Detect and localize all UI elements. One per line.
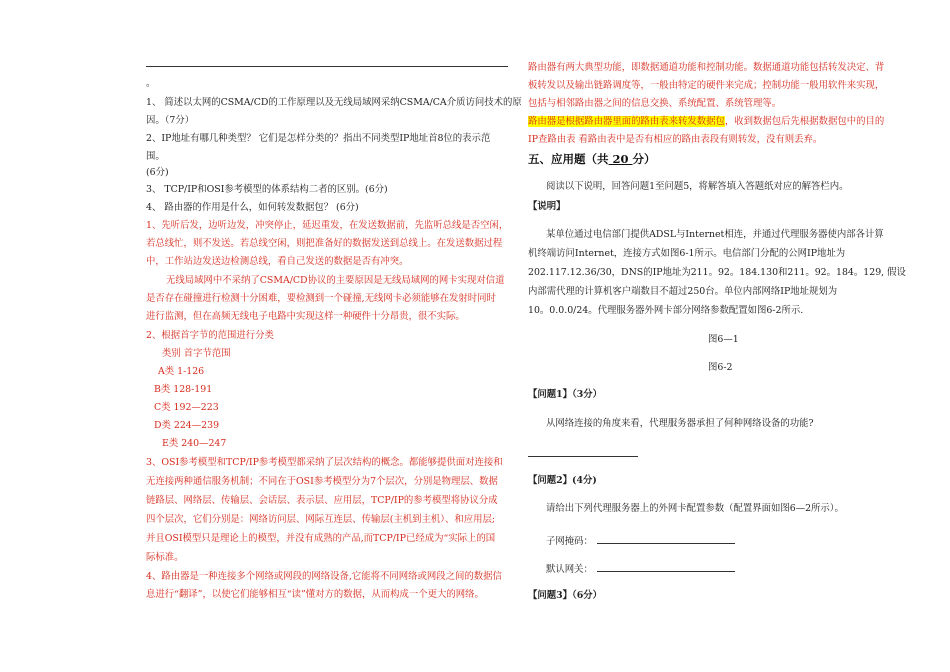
default-gateway-label: 默认网关： [546,564,593,575]
subnet-mask-blank[interactable] [597,534,735,544]
answer-3-line: 并且OSI模型只是理论上的模型，并没有成熟的产品,而TCP/IP已经成为“实际上的国 [146,533,496,544]
figure-6-1-caption: 图6—1 [708,334,739,345]
answer-1-line: 进行监测，但在高频无线电子电路中实现这样一种硬件十分昂贵，很不实际。 [146,311,465,322]
subnet-mask-label: 子网掩码： [546,536,593,547]
answer-line [146,66,508,67]
answer-2-table-header: 类别 首字节范围 [162,348,231,359]
question-2-line-1: 2、IP地址有哪几种类型？ 它们是怎样分类的？指出不同类型IP地址首8位的表示范 [146,133,491,144]
answer-1-line: 若总线忙，则不发送。若总线空闲，则把准备好的数据发送到总线上。在发送数据过程 [146,238,503,249]
explain-line: 内部需代理的计算机客户端数目不超过250台。单位内部网络IP地址规划为 [528,286,838,297]
instructions: 阅读以下说明，回答问题1至问题5，将解答填入答题纸对应的解答栏内。 [546,181,849,192]
answer-2-row: C类 192—223 [154,402,219,413]
answer-1-line: 是否存在碰撞进行检测十分困难，要检测到一个碰撞,无线网卡必须能够在发射时同时 [146,293,496,304]
answer-3-line: 际标准。 [146,552,184,563]
answer-4-line: 4、路由器是一种连接多个网络或网段的网络设备,它能将不同网络或网段之间的数据信 [146,571,502,582]
answer-3-line: 无连接两种通信服务机制；不同在于OSI参考模型分为7个层次，分别是物理层、数据 [146,476,498,487]
answer-3-line: 3、OSI参考模型和TCP/IP参考模型都采纳了层次结构的概念。都能够提供面对连接和 [146,457,503,468]
answer-3-line: 四个层次，它们分别是：网络访问层、网际互连层、传输层(主机到主机）、和应用层; [146,514,495,525]
question-2-line-3: (6分) [146,167,169,178]
answer-2-intro: 2、根据首字节的范围进行分类 [146,330,274,341]
problem-2-label: 【问题2】(4分) [528,475,597,486]
default-gateway-blank[interactable] [597,562,735,572]
problem-3-label: 【问题3】（6分） [528,590,602,601]
answer-4-continued: 路由器有两大典型功能，即数据通道功能和控制功能。数据通道功能包括转发决定、背 [528,62,885,73]
explain-label: 【说明】 [528,201,566,212]
answer-1-line: 1、先听后发，边听边发，冲突停止，延迟重发，在发送数据前，先监听总线是否空闲， [146,220,509,231]
explain-line: 机终端访问Internet，连接方式如图6-1所示。电信部门分配的公网IP地址为 [528,248,846,259]
subnet-mask-row [546,534,735,548]
problem-1-answer-line [528,456,638,457]
answer-4-continued: 板转发以及输出链路调度等，一般由特定的硬件来完成；控制功能一般用软件来实现， [528,80,885,91]
figure-6-2-caption: 图6-2 [708,362,733,373]
default-gateway-row [546,562,735,576]
answer-2-row: D类 224—239 [154,420,220,431]
question-4: 4、 路由器的作用是什么，如何转发数据包？ (6分) [146,202,359,213]
answer-2-row: B类 128-191 [154,384,213,395]
answer-2-row: E类 240—247 [162,438,227,449]
question-2-line-2: 围。 [146,151,165,162]
section-score: 20 [608,152,633,166]
highlighted-text: 路由器是根据路由器里面的路由表来转发数据包 [528,116,725,127]
answer-1-line: 中，工作站边发送边检测总线，看自己发送的数据是否有冲突。 [146,256,409,267]
problem-2-text: 请给出下列代理服务器上的外网卡配置参数（配置界面如图6—2所示）。 [546,503,844,514]
answer-4-line: 息进行“翻译”，以使它们能够相互“读”懂对方的数据，从而构成一个更大的网络。 [146,589,484,600]
answer-4-continued: 包括与相邻路由器之间的信息交换、系统配置、系统管理等。 [528,98,782,109]
question-1-line-1: 1、 简述以太网的CSMA/CD的工作原理以及无线局域网采纳CSMA/CA介质访问技术的原 [146,97,522,108]
answer-4-highlight-line [528,116,884,128]
answer-1-line: 无线局域网中不采纳了CSMA/CD协议的主要原因是无线局域网的网卡实现对信道 [166,275,505,286]
highlight-continuation: ，收到数据包后先根据数据包中的目的 [724,116,885,127]
answer-2-row: A类 1-126 [158,366,205,377]
stray-period: 。 [146,78,156,89]
explain-line: 某单位通过电信部门提供ADSL与Internet相连，并通过代理服务器使内部各计算 [546,229,884,240]
explain-line: 10。0.0.0/24。代理服务器外网卡部分网络参数配置如图6-2所示. [528,305,804,316]
section-title: 五、应用题（共 20 分） [528,152,656,166]
explain-line: 202.117.12.36/30，DNS的IP地址为211。92。184.130和211。92。184。129, 假设 [528,267,906,278]
problem-1-text: 从网络连接的角度来看，代理服务器承担了何种网络设备的功能? [546,418,814,429]
answer-4-last-line: IP查路由表 看路由表中是否有相应的路由表段有则转发，没有则丢弃。 [528,134,823,145]
question-1-line-2: 因。（7分） [146,115,195,126]
problem-1-label: 【问题1】（3分） [528,389,602,400]
answer-3-line: 链路层、网络层、传输层、会话层、表示层、应用层，TCP/IP的参考模型将协议分成 [146,495,498,506]
question-3: 3、 TCP/IP和OSI参考模型的体系结构二者的区别。(6分) [146,184,388,195]
